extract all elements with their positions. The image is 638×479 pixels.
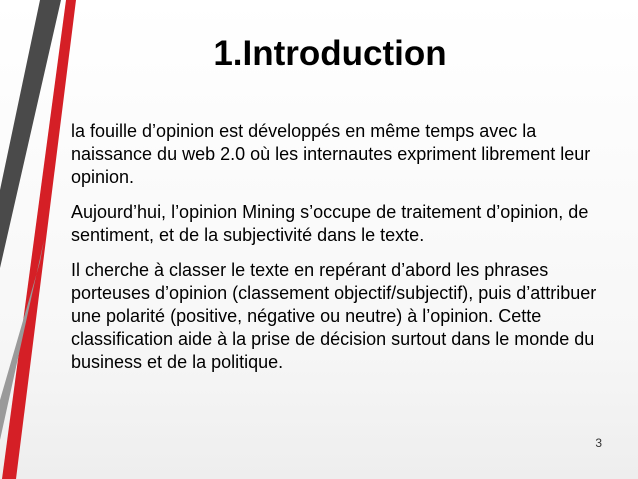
page-number: 3 xyxy=(595,436,602,450)
slide-body xyxy=(71,120,611,386)
paragraph-2: Aujourd’hui, l’opinion Mining s’occupe de traitement d’opinion, de sentiment, et de la subjectivité dans le texte. xyxy=(71,202,589,245)
paragraph-1: la fouille d’opinion est développés en même temps avec la naissance du web 2.0 où les internautes expriment librement leur opinion. xyxy=(71,121,591,187)
paragraph-3: Il cherche à classer le texte en repérant d’abord les phrases porteuses d’opinion (classement objectif/subjectif), puis d’attribuer une polarité (positive, négative ou neutre) à l’opinion. Cette classification aide à la prise de décision surtout dans le monde du business et de la politique. xyxy=(71,260,597,372)
slide-title: 1.Introduction xyxy=(213,34,447,73)
